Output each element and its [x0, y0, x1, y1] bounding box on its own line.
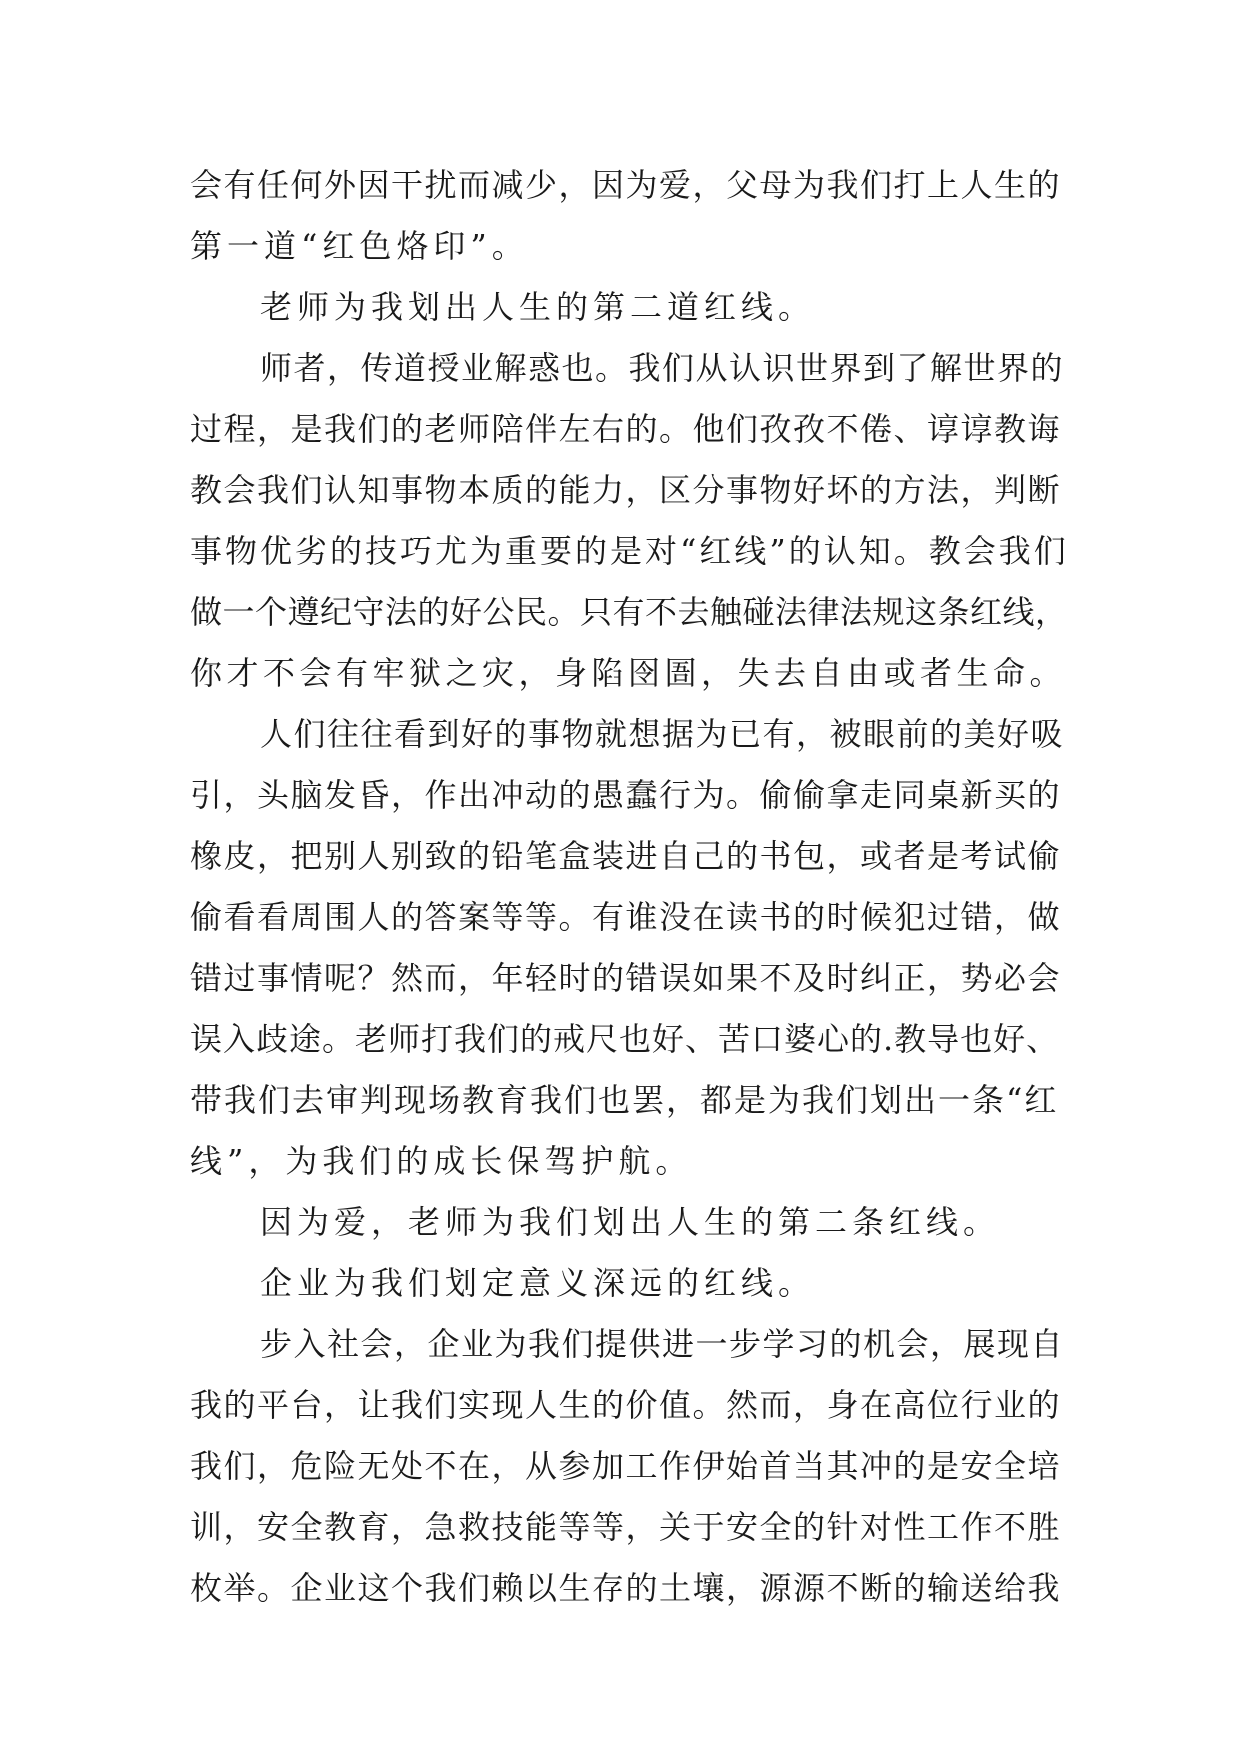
text-line: 训，安全教育，急救技能等等，关于安全的针对性工作不胜	[190, 1508, 1062, 1546]
text-line: 线”，为我们的成长保驾护航。	[190, 1142, 693, 1180]
text-line: 教会我们认知事物本质的能力，区分事物好坏的方法，判断	[190, 471, 1062, 509]
text-line: 你才不会有牢狱之灾，身陷囹圄，失去自由或者生命。	[190, 654, 1067, 692]
text-line: 枚举。企业这个我们赖以生存的土壤，源源不断的输送给我	[190, 1569, 1062, 1607]
text-line: 事物优劣的技巧尤为重要的是对“红线”的认知。教会我们	[190, 532, 1069, 570]
text-line: 错过事情呢？然而，年轻时的错误如果不及时纠正，势必会	[190, 959, 1062, 997]
text-line: 引，头脑发昏，作出冲动的愚蠢行为。偷偷拿走同桌新买的	[190, 776, 1062, 814]
text-line: 第一道“红色烙印”。	[190, 227, 529, 265]
text-line: 带我们去审判现场教育我们也罢，都是为我们划出一条“红	[190, 1081, 1059, 1119]
text-line: 误入歧途。老师打我们的戒尺也好、苦口婆心的.教导也好、	[190, 1020, 1060, 1058]
text-line: 偷看看周围人的答案等等。有谁没在读书的时候犯过错，做	[190, 898, 1062, 936]
text-line: 步入社会，企业为我们提供进一步学习的机会，展现自	[260, 1325, 1065, 1363]
body-text	[190, 155, 1069, 1619]
text-line: 老师为我划出人生的第二道红线。	[260, 288, 816, 326]
text-line: 师者，传道授业解惑也。我们从认识世界到了解世界的	[260, 349, 1065, 387]
text-line: 因为爱，老师为我们划出人生的第二条红线。	[260, 1203, 1001, 1241]
text-line: 过程，是我们的老师陪伴左右的。他们孜孜不倦、谆谆教诲	[190, 410, 1062, 448]
text-line: 我们，危险无处不在，从参加工作伊始首当其冲的是安全培	[190, 1447, 1062, 1485]
text-line: 橡皮，把别人别致的铅笔盒装进自己的书包，或者是考试偷	[190, 837, 1062, 875]
text-line: 会有任何外因干扰而减少，因为爱，父母为我们打上人生的	[190, 166, 1062, 204]
text-line: 做一个遵纪守法的好公民。只有不去触碰法律法规这条红线，	[190, 593, 1068, 631]
text-line: 企业为我们划定意义深远的红线。	[260, 1264, 816, 1302]
text-line: 我的平台，让我们实现人生的价值。然而，身在高位行业的	[190, 1386, 1062, 1424]
text-line: 人们往往看到好的事物就想据为已有，被眼前的美好吸	[260, 715, 1065, 753]
